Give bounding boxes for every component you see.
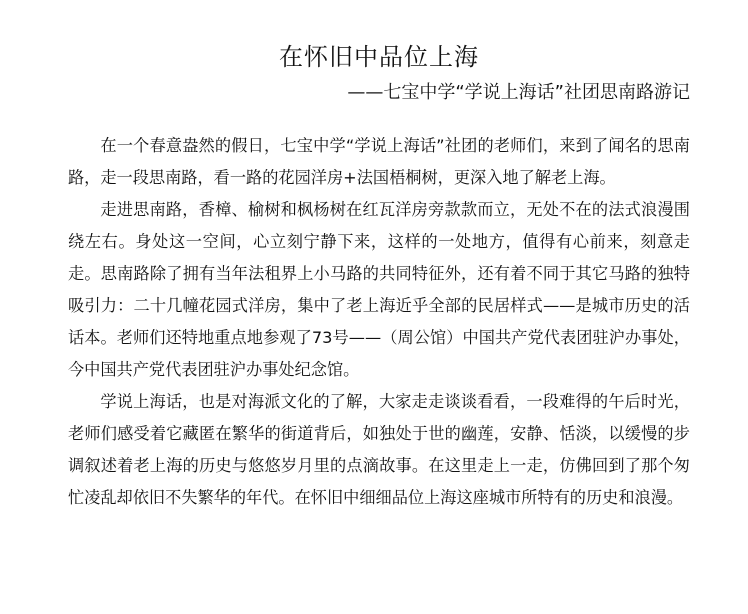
document-body: [68, 130, 690, 514]
document-subtitle: ——七宝中学“学说上海话”社团思南路游记: [347, 82, 690, 103]
paragraph-1: 在一个春意盎然的假日，七宝中学“学说上海话”社团的老师们，来到了闻名的思南路，走一段思南路，看一路的花园洋房+法国梧桐树，更深入地了解老上海。: [68, 136, 690, 187]
paragraph-2: 走进思南路，香樟、榆树和枫杨树在红瓦洋房旁款款而立，无处不在的法式浪漫围绕左右。身处这一空间，心立刻宁静下来，这样的一处地方，值得有心前来，刻意走走。思南路除了拥有当年法租界上小马路的共同特征外，还有着不同于其它马路的独特吸引力：二十几幢花园式洋房，集中了老上海近乎全部的民居样式——是城市历史的活话本。老师们还特地重点地参观了73号——（周公馆）中国共产党代表团驻沪办事处，今中国共产党代表团驻沪办事处纪念馆。: [68, 200, 690, 379]
document-title: 在怀旧中品位上海: [279, 43, 479, 71]
paragraph-3: 学说上海话，也是对海派文化的了解，大家走走谈谈看看，一段难得的午后时光，老师们感受着它藏匿在繁华的街道背后，如独处于世的幽莲，安静、恬淡，以缓慢的步调叙述着老上海的历史与悠悠岁月里的点滴故事。在这里走上一走，仿佛回到了那个匆忙凌乱却依旧不失繁华的年代。在怀旧中细细品位上海这座城市所特有的历史和浪漫。: [68, 392, 690, 507]
